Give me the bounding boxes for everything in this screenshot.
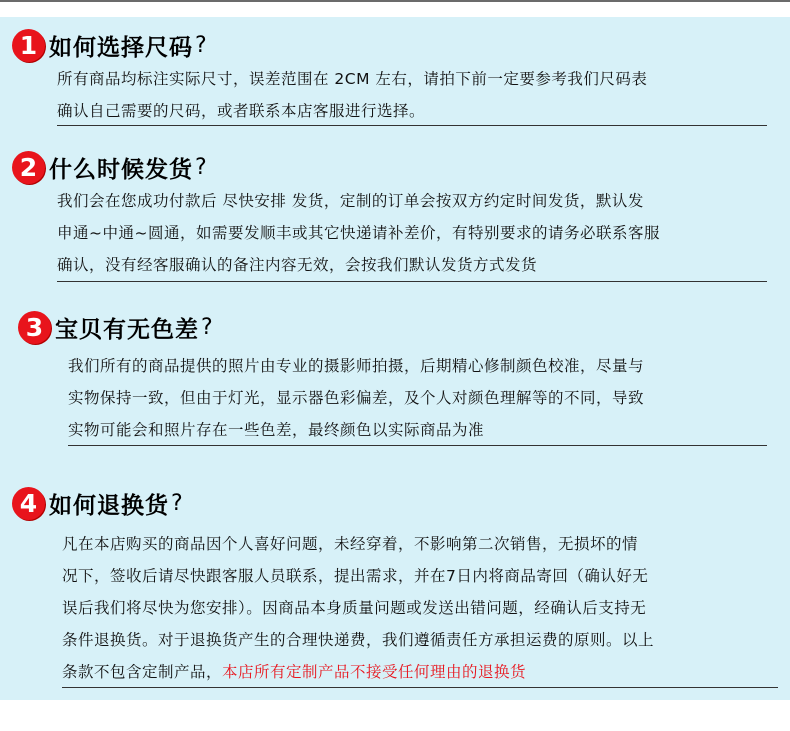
- answer-line: 我们所有的商品提供的照片由专业的摄影师拍摄，后期精心修制颜色校准，尽量与: [68, 357, 645, 375]
- question-mark: ?: [195, 154, 207, 180]
- faq-answer: [57, 63, 647, 127]
- answer-line: 申通~中通~圆通，如需要发顺丰或其它快递请补差价，有特别要求的请务必联系客服: [57, 224, 660, 242]
- answer-line: 我们会在您成功付款后 尽快安排 发货，定制的订单会按双方约定时间发货，默认发: [57, 192, 644, 210]
- answer-line: 所有商品均标注实际尺寸，误差范围在 2CM 左右，请拍下前一定要参考我们尺码表: [57, 70, 648, 88]
- answer-text: 条款不包含定制产品，: [62, 663, 223, 681]
- number-badge-2: 2: [12, 151, 45, 184]
- faq-answer: [68, 350, 644, 446]
- answer-line: 条件退换货。对于退换货产生的合理快递费，我们遵循责任方承担运费的原则。以上: [62, 631, 655, 649]
- faq-answer: [62, 528, 654, 688]
- answer-line: 确认，没有经客服确认的备注内容无效，会按我们默认发货方式发货: [57, 256, 538, 274]
- divider: [57, 125, 767, 126]
- answer-line-last: [62, 656, 654, 688]
- answer-line: 凡在本店购买的商品因个人喜好问题，未经穿着，不影响第二次销售，无损坏的情: [62, 535, 639, 553]
- number-badge-4: 4: [12, 487, 45, 520]
- faq-heading-returns: [12, 483, 183, 523]
- faq-answer: [57, 185, 660, 281]
- answer-line: 况下，签收后请尽快跟客服人员联系，提出需求，并在7日内将商品寄回（确认好无: [62, 567, 649, 585]
- question-mark: ?: [201, 314, 213, 340]
- divider: [68, 445, 767, 446]
- divider: [62, 687, 778, 688]
- number-badge-1: 1: [12, 29, 45, 62]
- faq-heading-size: [12, 25, 207, 65]
- answer-line: 确认自己需要的尺码，或者联系本店客服进行选择。: [57, 102, 426, 120]
- heading-title: 如何选择尺码: [49, 34, 193, 61]
- answer-line: 误后我们将尽快为您安排）。因商品本身质量问题或发送出错问题，经确认后支持无: [62, 599, 647, 617]
- answer-line: 实物可能会和照片存在一些色差，最终颜色以实际商品为准: [68, 421, 485, 439]
- heading-title: 什么时候发货: [49, 156, 193, 183]
- heading-title: 如何退换货: [49, 492, 169, 519]
- no-return-custom-notice: 本店所有定制产品不接受任何理由的退换货: [222, 663, 527, 681]
- answer-line: 实物保持一致，但由于灯光，显示器色彩偏差，及个人对颜色理解等的不同，导致: [68, 389, 645, 407]
- faq-panel: [0, 17, 790, 700]
- question-mark: ?: [171, 490, 183, 516]
- question-mark: ?: [195, 32, 207, 58]
- faq-heading-shipping: [12, 147, 207, 187]
- heading-title: 宝贝有无色差: [55, 316, 199, 343]
- faq-heading-color: [18, 307, 213, 347]
- divider: [57, 281, 767, 282]
- number-badge-3: 3: [18, 311, 51, 344]
- top-border: [0, 0, 790, 2]
